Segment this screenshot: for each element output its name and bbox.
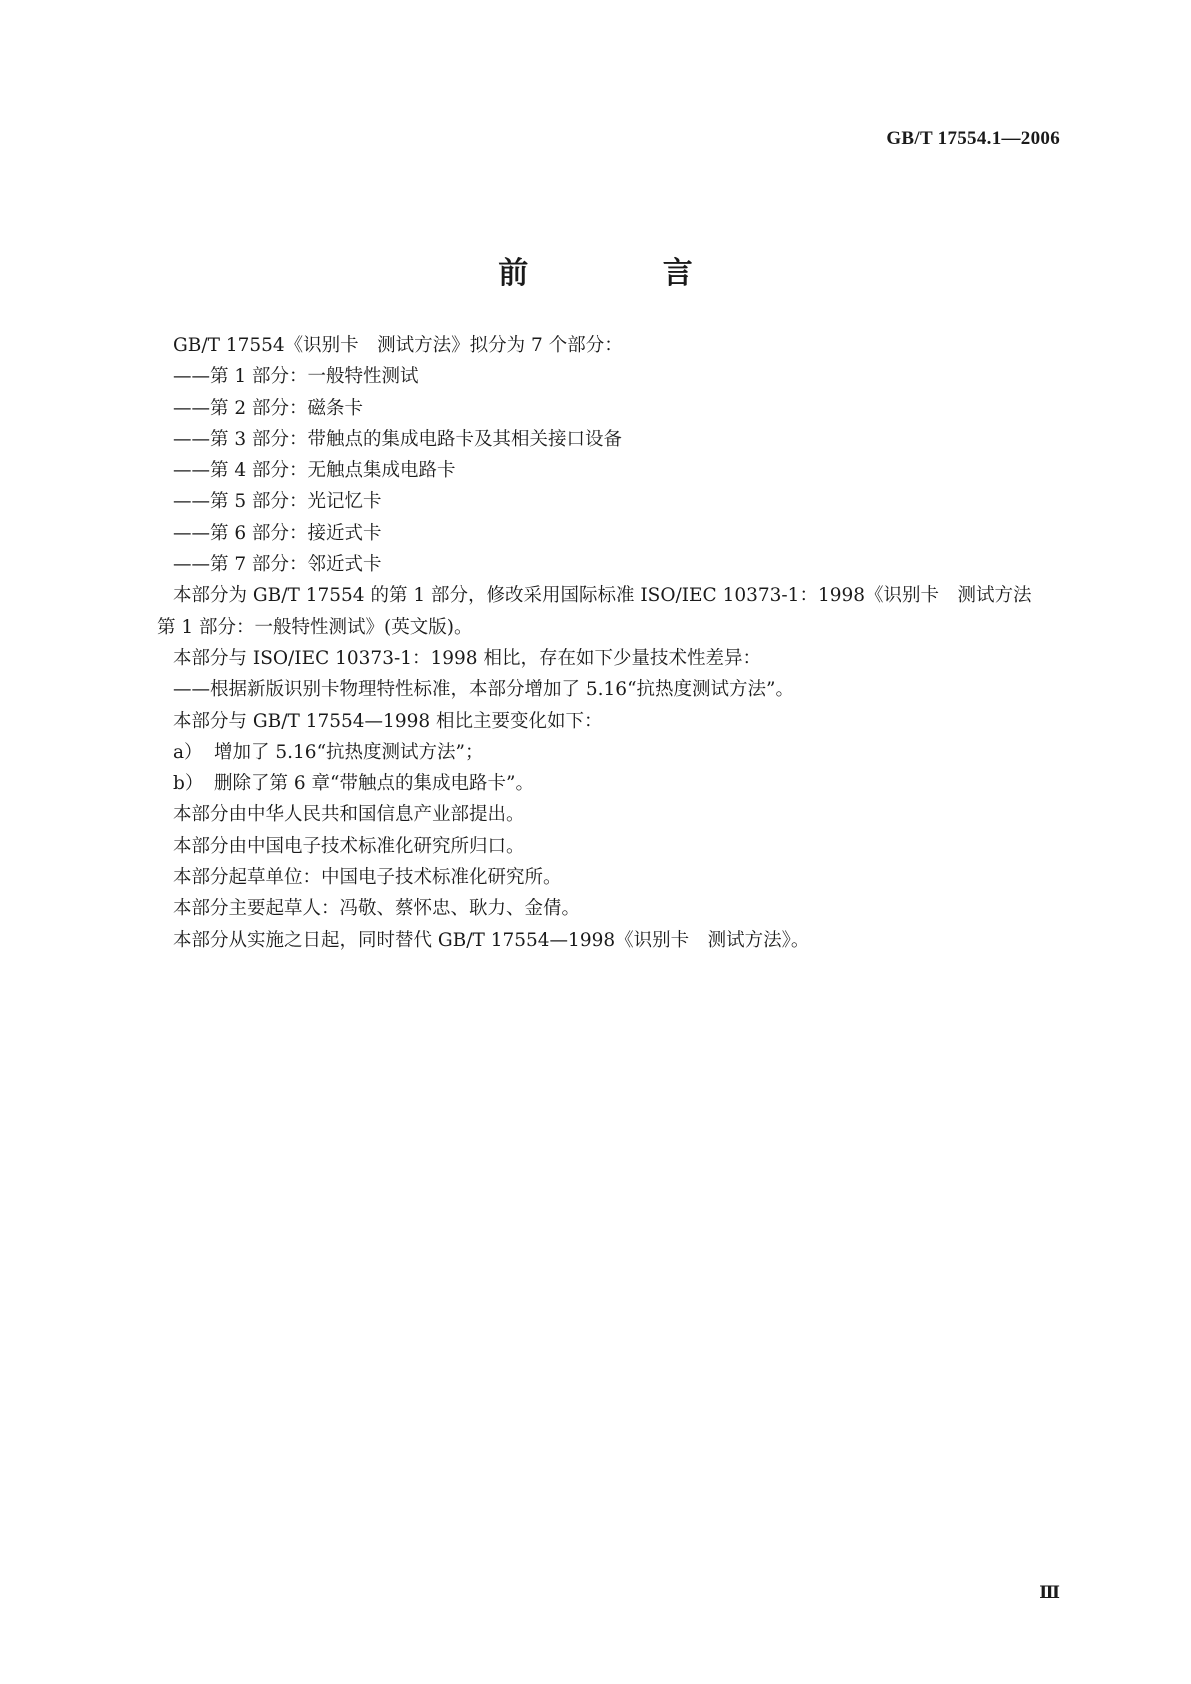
drafters-statement: 本部分主要起草人：冯敬、蔡怀忠、耿力、金倩。 bbox=[173, 898, 581, 920]
part-7-item: ——第 7 部分：邻近式卡 bbox=[173, 554, 382, 576]
part-3-item: ——第 3 部分：带触点的集成电路卡及其相关接口设备 bbox=[173, 428, 623, 450]
part-6-item: ——第 6 部分：接近式卡 bbox=[173, 522, 382, 544]
technical-differences-intro: 本部分与 ISO/IEC 10373-1：1998 相比，存在如下少量技术性差异： bbox=[173, 647, 761, 669]
adoption-statement-continued: 第 1 部分：一般特性测试》(英文版)。 bbox=[157, 616, 473, 638]
change-text-a: 增加了 5.16“抗热度测试方法”； bbox=[214, 741, 484, 763]
drafting-unit-statement: 本部分起草单位：中国电子技术标准化研究所。 bbox=[173, 867, 562, 889]
change-marker-b: b） bbox=[173, 773, 204, 795]
part-2-item: ——第 2 部分：磁条卡 bbox=[173, 397, 364, 419]
change-item-a bbox=[157, 737, 1057, 768]
standard-number: GB/T 17554.1—2006 bbox=[886, 128, 1060, 149]
foreword-body bbox=[157, 330, 1057, 956]
part-5-item: ——第 5 部分：光记忆卡 bbox=[173, 491, 382, 513]
replacement-statement: 本部分从实施之日起，同时替代 GB/T 17554—1998《识别卡 测试方法》。 bbox=[173, 929, 810, 951]
main-changes-intro: 本部分与 GB/T 17554—1998 相比主要变化如下： bbox=[173, 710, 603, 732]
part-4-item: ——第 4 部分：无触点集成电路卡 bbox=[173, 460, 456, 482]
centralized-by-statement: 本部分由中国电子技术标准化研究所归口。 bbox=[173, 835, 525, 857]
adoption-statement: 本部分为 GB/T 17554 的第 1 部分，修改采用国际标准 ISO/IEC 10373-1：1998《识别卡 测试方法 bbox=[173, 585, 1032, 607]
change-marker-a: a） bbox=[173, 741, 203, 763]
page-number: Ⅲ bbox=[1039, 1583, 1060, 1602]
change-text-b: 删除了第 6 章“带触点的集成电路卡”。 bbox=[214, 773, 534, 795]
page-title: 前 言 bbox=[498, 256, 755, 292]
part-1-item: ——第 1 部分：一般特性测试 bbox=[173, 366, 419, 388]
change-item-b bbox=[157, 768, 1057, 799]
proposer-statement: 本部分由中华人民共和国信息产业部提出。 bbox=[173, 804, 525, 826]
technical-difference-item: ——根据新版识别卡物理特性标准，本部分增加了 5.16“抗热度测试方法”。 bbox=[173, 679, 794, 701]
parts-intro: GB/T 17554《识别卡 测试方法》拟分为 7 个部分： bbox=[173, 335, 623, 356]
